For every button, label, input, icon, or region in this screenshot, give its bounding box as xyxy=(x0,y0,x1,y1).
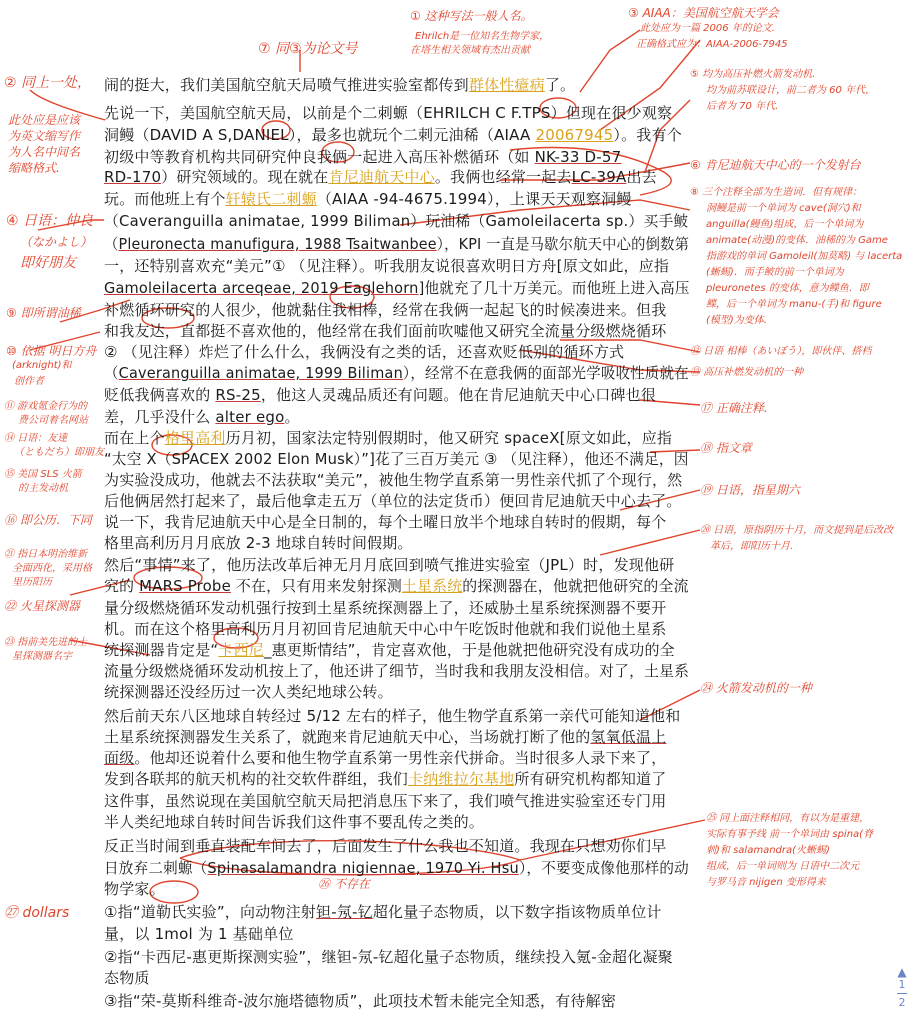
body-line xyxy=(104,619,666,639)
body-line xyxy=(104,256,669,276)
total-pages: 2 xyxy=(898,996,906,1009)
body-line xyxy=(104,791,666,811)
annotation-a17: ④ 日语：仲良 xyxy=(6,213,94,229)
annotation-a55: 实际有事予线 前一个单词由 spina(脊 xyxy=(706,829,874,840)
text-run: 究的 xyxy=(104,577,140,595)
annotation-a57: 组成，后一单词则为 日语中二次元 xyxy=(706,861,860,872)
highlighted-term: 格里高利 xyxy=(164,429,226,447)
text-run: 一，还特别喜欢充“美元”① （见注释）。听我朋友说很喜欢明日方舟[原文如此，应指 xyxy=(104,257,670,275)
text-run: 量分级燃烧循环发动机强行按到土星系统探测器上了，还威胁土星系统探测器不要开 xyxy=(104,599,667,617)
annotation-a33: ⑫ 日语 相棒（あいぼう），即伙伴、搭档 xyxy=(690,346,872,357)
text-run: 反正当时闹到垂直装配车间去了，后面发生了什么我也不知道。我现在只想劝你们早 xyxy=(104,837,667,855)
body-line xyxy=(104,103,672,123)
annotation-a05: 此处应为一篇 2006 年的论文. xyxy=(640,23,775,34)
underlined-term: LC-39A xyxy=(571,168,627,186)
annotation-a50: ㉒ 火星探测器 xyxy=(4,599,80,613)
arrow-a45 xyxy=(600,530,700,555)
annotation-a07: ⑦ 同③为论文号 xyxy=(258,41,358,57)
underlined-term: MARS Probe xyxy=(139,577,231,595)
body-line xyxy=(104,407,300,427)
annotation-a56: 刺)和 salamandra(火蜥蜴) xyxy=(706,845,830,856)
annotation-a46: 革后，即阳历十月. xyxy=(710,541,794,552)
text-run: 格里高利历月月底放 2-3 地球自转时间假期。 xyxy=(104,534,413,552)
annotation-a44: ⑲ 日语，指星期六 xyxy=(700,483,800,497)
annotation-a59: ㉖ 不存在 xyxy=(318,877,370,891)
highlighted-term: 轩辕氏二刺螈 xyxy=(225,190,317,208)
underlined-term: alter ego xyxy=(215,408,285,426)
text-run: _惠更斯情结”，肯定喜欢他，于是他就把他研究没有成功的全 xyxy=(263,641,675,659)
body-line xyxy=(104,189,632,209)
text-run: 为实验没成功，他就去不法获取“美元”，被他生物学直系第一男性亲代抓了个现行，然 xyxy=(104,471,683,489)
text-run: ② （见注释）炸烂了什么什么，我俩没有之类的话，还喜欢贬低别的循环方式 xyxy=(104,343,625,361)
annotation-a38: （ともだち）即朋友 xyxy=(14,447,104,458)
body-line xyxy=(104,706,680,726)
text-run: （AIAA -94-4675.1994），上课天天观察洞鳗 xyxy=(316,190,632,208)
annotation-a13: ⑤ 均为高压补燃火箭发动机. xyxy=(690,69,816,80)
underlined-term: 钽-氖-钇 xyxy=(316,903,373,921)
body-line xyxy=(104,234,689,254)
text-run: 的探测器在，他就把他研究的全流 xyxy=(462,577,689,595)
annotation-a04: ③ AIAA：美国航空航天学会 xyxy=(628,6,779,20)
body-line xyxy=(104,576,689,596)
text-run: 而在上个 xyxy=(104,429,165,447)
annotation-a26: pleuronetes 的变体，意为鲽鱼．即 xyxy=(706,283,869,294)
annotation-a01: ① 这种写法一般人名。 xyxy=(410,9,533,23)
body-line xyxy=(104,902,662,922)
underlined-term: Pleuronecta manufigura, 1988 Tsaitwanbee xyxy=(118,235,437,253)
text-run: “太空 X（SPACEX 2002 Elon Musk）”]花了三百万美元 ③ （见注释），他还不满足，因 xyxy=(104,450,689,468)
body-line xyxy=(104,167,657,187)
text-run: 机。而在这个格里高利历月月初回肯尼迪航天中心中午吃饭时他就和我们说他土星系 xyxy=(104,620,667,638)
text-run: 。我俩也经常一起去 xyxy=(434,168,572,186)
body-line xyxy=(104,470,682,490)
body-line xyxy=(104,512,666,532)
body-line xyxy=(104,727,666,747)
text-run: 超化量子态物质，以下数字指该物质单位计 xyxy=(372,903,662,921)
annotation-a14: 均为前苏联设计，前二者为 60 年代， xyxy=(706,85,876,96)
body-line xyxy=(104,812,484,832)
text-run: 半人类纪地球自转时间告诉我们这件事不要乱传之类的。 xyxy=(104,813,485,831)
annotation-a19: 即好朋友 xyxy=(20,255,76,271)
annotation-a25: (蜥蜴)．而手鲏的前一个单词为 xyxy=(706,267,844,278)
body-line xyxy=(104,533,413,553)
body-line xyxy=(104,640,675,660)
text-run: 所有研究机构都知道了 xyxy=(514,770,667,788)
body-line xyxy=(104,991,616,1011)
annotation-a28: (模型)为变体. xyxy=(706,315,767,326)
body-line xyxy=(104,125,682,145)
highlighted-term: 肯尼迪航天中心 xyxy=(328,168,435,186)
text-run: ，他这人灵魂品质还有问题。他在肯尼迪航天中心口碑也很 xyxy=(260,386,657,404)
annotation-a16: ⑥ 肯尼迪航天中心的一个发射台 xyxy=(690,158,861,172)
annotation-a60: ㉗ dollars xyxy=(4,905,70,921)
body-line xyxy=(104,342,624,362)
annotation-a49: 里历阳历 xyxy=(12,577,52,588)
annotation-a15: 后者为 70 年代. xyxy=(706,101,779,112)
body-line xyxy=(104,661,689,681)
text-run: 量，以 1mol 为 1 基础单位 xyxy=(104,925,294,943)
annotation-a21: 洞鳗是前一个单词为 cave(洞穴)和 xyxy=(706,203,861,214)
body-line xyxy=(104,858,689,878)
annotation-a43: ⑱ 指文章 xyxy=(700,441,752,455)
annotation-a29: ⑨ 即所谓油稀 xyxy=(6,306,81,320)
text-run: 闹的挺大，我们美国航空航天局喷气推进实验室都传到 xyxy=(104,76,469,94)
body-line xyxy=(104,769,666,789)
underlined-term: NK-33 D-57 xyxy=(534,148,622,166)
text-run: （ xyxy=(104,364,119,382)
text-run: 后他俩居然打起来了，最后他拿走五万（单位的法定货币）便回肯尼迪航天中心去了。 xyxy=(104,492,682,510)
annotation-a22: anguilla(鳗鱼)组成，后一个单词为 xyxy=(706,219,864,230)
text-run: 差，几乎没什么 xyxy=(104,408,216,426)
text-run: 日放弃二刺螈（ xyxy=(104,859,208,877)
underlined-term: 氢氧低温上 xyxy=(590,728,667,746)
text-run: 和我友达，直都挺不喜欢他的，他经常在我们面前吹嘘他又研究全流量分级燃烧循环 xyxy=(104,322,667,340)
body-line xyxy=(104,968,150,988)
annotation-a06: 正确格式应为：AIAA-2006-7945 xyxy=(636,39,788,50)
body-line xyxy=(104,449,689,469)
text-run: ），经常不在意我俩的面部光学吸收性质就在 xyxy=(402,364,689,382)
body-line xyxy=(104,211,689,231)
text-run: 但现在很少观察 xyxy=(565,104,673,122)
annotation-a20: ⑧ 三个注释全部为生造词．但有规律： xyxy=(690,187,863,198)
highlighted-term: 群体性癔病 xyxy=(468,76,545,94)
text-run: 了。 xyxy=(544,76,576,94)
annotation-a45: ⑳ 日语，原指阴历十月，而文提到是后改改 xyxy=(700,525,894,536)
text-run: 发到各联邦的航天机构的社交软件群组，我们 xyxy=(104,770,409,788)
text-run: ③指“荣-莫斯科维奇-波尔施塔德物质”，此项技术暂未能完全知悉，有待解密 xyxy=(104,992,617,1010)
annotation-a11: 为人名中间名 xyxy=(8,145,81,159)
body-line xyxy=(104,278,690,298)
text-run: （ xyxy=(104,235,119,253)
annotation-a30: ⑩ 依据 明日方舟 xyxy=(6,344,97,358)
text-run: 出去 xyxy=(626,168,657,186)
page-indicator[interactable] xyxy=(892,966,912,1022)
annotation-a52: 星探测器名字 xyxy=(12,651,72,662)
text-run: ，最多也就玩个二刺元油稀（AIAA xyxy=(296,126,536,144)
body-line xyxy=(104,748,666,768)
text-run: 玩。而他班上有个 xyxy=(104,190,226,208)
annotation-a53: ㉔ 火箭发动机的一种 xyxy=(700,681,812,695)
annotation-a35: ⑪ 游戏氪金行为的 xyxy=(4,401,88,412)
annotation-a32: 创作者 xyxy=(14,376,44,387)
body-line xyxy=(104,598,666,618)
annotation-a39: ⑮ 美国 SLS 火箭 xyxy=(4,469,82,480)
text-run: （Caveranguilla animatae, 1999 Biliman）玩油稀（Gamoleilacerta sp.）买手鲏 xyxy=(104,212,689,230)
underlined-term: Caveranguilla animatae, 1999 Biliman xyxy=(118,364,403,382)
scroll-up-icon[interactable]: ▲ xyxy=(897,965,907,979)
underlined-term: RD-170 xyxy=(104,168,162,186)
highlighted-term: 卡西尼 xyxy=(218,641,264,659)
annotation-a34: ⑬ 高压补燃发动机的一种 xyxy=(690,367,804,378)
text-run: ），不要变成像他那样的动 xyxy=(518,859,689,877)
body-line xyxy=(104,555,674,575)
annotation-a54: ㉕ 同上面注释相同，有以为是重建， xyxy=(706,813,870,824)
text-run: ）研究领域的。现在就在 xyxy=(161,168,329,186)
underlined-term: 面级 xyxy=(104,749,135,767)
current-page: 1 xyxy=(898,978,906,991)
text-run: 我俩一起进入高压补燃循环（如 xyxy=(316,148,535,166)
annotation-a48: 全面西化，采用格 xyxy=(12,563,92,574)
text-run: 土星系统探测器发生关系了，就跑来肯尼迪航天中心，当场就打断了他的 xyxy=(104,728,591,746)
text-run: 先说一下，美国航空航天局，以前是个二刺螈（EHRILCH C F.TPS） xyxy=(104,104,566,122)
text-run: ②指“卡西尼-惠更斯探测实验”，继钽-氖-钇超化量子态物质，继续投入氪-金超化凝聚 xyxy=(104,948,673,966)
underlined-term: Gamoleilacerta arceqeae, 2019 Eaglehorn xyxy=(104,279,419,297)
body-line xyxy=(104,75,575,95)
text-run: 统探测器肯定是“ xyxy=(104,641,219,659)
annotation-a40: 的主发动机 xyxy=(18,483,68,494)
text-run: 洞鳗（DAVID A S,DANIEL） xyxy=(104,126,297,144)
page-divider xyxy=(897,993,907,994)
annotation-a47: ㉑ 指日本明治维新 xyxy=(4,549,88,560)
annotation-a42: ⑰ 正确注释. xyxy=(700,401,768,415)
underlined-term: Spinasalamandra nigiennae, 1970 Yi. Hsu xyxy=(207,859,519,877)
text-run: 物学家。 xyxy=(104,880,165,898)
annotation-a10: 为英文缩写作 xyxy=(8,129,81,143)
text-run: 。 xyxy=(284,408,300,426)
text-run: ]他就充了几十万美元。而他班上进入高压 xyxy=(418,279,690,297)
annotation-a08: ② 同上一处， xyxy=(4,75,92,91)
annotation-a27: 鲽，后一个单词为 manu-(手)和 figure xyxy=(706,299,882,310)
annotation-a03: 在塔生相关领域有杰出贡献 xyxy=(410,45,530,56)
text-run: 历月初，国家法定特别假期时，他又研究 spaceX[原文如此，应指 xyxy=(225,429,673,447)
text-run: ①指“道勒氏实验”，向动物注射 xyxy=(104,903,316,921)
annotation-a37: ⑭ 日语：友達 xyxy=(4,433,68,444)
text-run: 初级中等教育机构共同研究仲良 xyxy=(104,148,317,166)
body-line xyxy=(104,879,165,899)
text-run: 统探测器还没经历过一次人类纪地球公转。 xyxy=(104,683,393,701)
body-line xyxy=(104,947,673,967)
text-run: 补燃循环研究的人很少，他就黏住我相棒，经常在我俩一起起飞的时候凑进来。但我 xyxy=(104,301,667,319)
body-line xyxy=(104,682,393,702)
annotation-a36: 费公司着名网站 xyxy=(18,415,88,426)
annotation-a24: 指游戏的单词 Gamoleil(加莫略) 与 lacerta xyxy=(706,251,903,262)
annotation-a18: （なかよし） xyxy=(20,235,93,249)
text-run: 这件事，虽然说现在美国航空航天局把消息压下来了，我们喷气推进实验室还专门用 xyxy=(104,792,667,810)
highlighted-term: 20067945 xyxy=(535,126,614,144)
annotation-a12: 缩略格式. xyxy=(8,161,60,175)
underlined-term: RS-25 xyxy=(215,386,261,404)
body-line xyxy=(104,428,672,448)
body-line xyxy=(104,924,294,944)
arrow-a01 xyxy=(580,30,640,92)
text-run: ）。我有个 xyxy=(613,126,682,144)
text-run: 贬低我俩喜欢的 xyxy=(104,386,216,404)
text-run: 。他却还说着什么要和他生物学直系第一男性亲代拼命。当时很多人录下来了， xyxy=(134,749,667,767)
text-run: 不在，只有用来发射探测 xyxy=(230,577,402,595)
body-line xyxy=(104,147,621,167)
body-line xyxy=(104,385,656,405)
annotation-a23: animate(动漫)的变体．油稀的为 Game xyxy=(706,235,888,246)
text-run: 然后“事情”来了，他历法改革后神无月月底回到喷气推进实验室（JPL）时，发现他研 xyxy=(104,556,675,574)
text-run: 然后前天东八区地球自转经过 5/12 左右的样子，他生物学直系第一亲代可能知道他和 xyxy=(104,707,681,725)
text-run: 说一下，我肯尼迪航天中心是全日制的，每个土曜日放半个地球自转时的假期，每个 xyxy=(104,513,667,531)
body-line xyxy=(104,491,682,511)
text-run: 流量分级燃烧循环发动机按上了，他还讲了细节，当时我和我朋友没相信。对了，土星系 xyxy=(104,662,690,680)
body-line xyxy=(104,321,666,341)
annotation-a41: ⑯ 即公历．下同 xyxy=(4,513,92,527)
annotation-a51: ㉓ 指前美先进的土 xyxy=(4,637,88,648)
body-line xyxy=(104,300,666,320)
annotation-a31: (arknight)和 xyxy=(12,360,72,371)
highlighted-term: 土星系统 xyxy=(401,577,463,595)
body-line xyxy=(104,836,666,856)
text-run: 态物质 xyxy=(104,969,150,987)
annotation-a02: Ehrilch是一位知名生物学家， xyxy=(415,31,550,42)
body-line xyxy=(104,363,689,383)
annotation-a58: 与罗马音 nijigen 变形得来 xyxy=(706,877,826,888)
text-run: ），KPI 一直是马歇尔航天中心的倒数第 xyxy=(436,235,690,253)
highlighted-term: 卡纳维拉尔基地 xyxy=(408,770,515,788)
annotation-a09: 此处应是应该 xyxy=(8,113,81,127)
